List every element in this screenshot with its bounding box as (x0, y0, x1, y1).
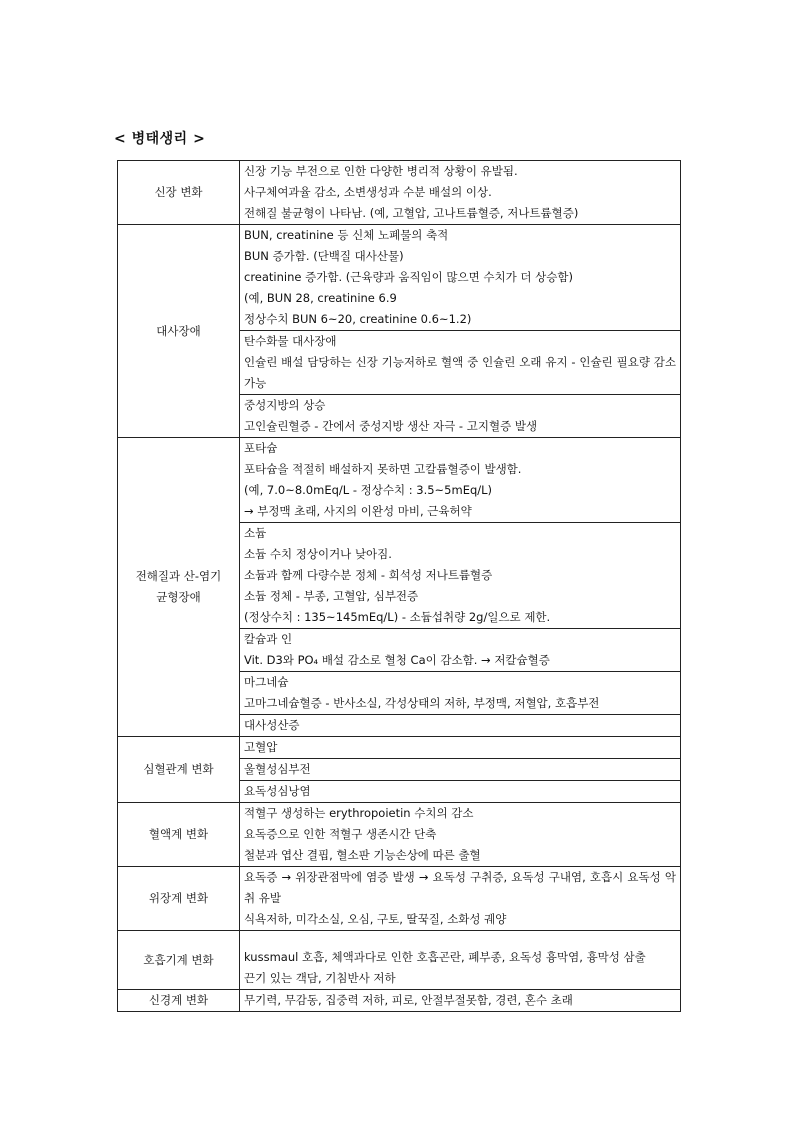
category-label: 호흡기계 변화 (143, 952, 214, 967)
category-cell (118, 438, 240, 737)
table-row (118, 161, 681, 225)
cell-line: 칼슘과 인 (244, 632, 293, 646)
category-cell (118, 737, 240, 803)
cell-line: (예, 7.0~8.0mEq/L - 정상수치 : 3.5~5mEq/L) (244, 483, 493, 497)
cell-line: 마그네슘 (244, 675, 289, 689)
category-label: 전해질과 산-염기 (135, 569, 222, 583)
content-cell (240, 931, 681, 990)
cell-line: → 부정맥 초래, 사지의 이완성 마비, 근육허약 (244, 504, 472, 518)
cell-line: 끈기 있는 객담, 기침반사 저하 (244, 971, 396, 985)
cell-line: 고마그네슘혈증 - 반사소실, 각성상태의 저하, 부정맥, 저혈압, 호흡부전 (244, 696, 600, 710)
content-cell (240, 781, 681, 803)
cell-line: 소듐과 함께 다량수분 정체 - 희석성 저나트륨혈증 (244, 568, 493, 582)
table-body (118, 161, 681, 1012)
cell-line: 소듐 (244, 526, 267, 540)
content-cell (240, 629, 681, 672)
cell-line: BUN, creatinine 등 신체 노폐물의 축적 (244, 228, 449, 242)
category-cell (118, 867, 240, 931)
table-row (118, 737, 681, 759)
pathophysiology-table (117, 160, 681, 1012)
cell-line: 탄수화물 대사장애 (244, 334, 337, 348)
cell-line: 포타슘 (244, 441, 278, 455)
category-label: 균형장애 (156, 590, 201, 604)
cell-line: 울혈성심부전 (244, 762, 311, 776)
cell-line: creatinine 증가함. (근육량과 움직임이 많으면 수치가 더 상승함) (244, 270, 573, 284)
table-row (118, 931, 681, 990)
category-cell (118, 803, 240, 867)
page-title: < 병태생리 > (114, 131, 206, 147)
cell-line: 철분과 엽산 결핍, 혈소판 기능손상에 따른 출혈 (244, 848, 481, 862)
cell-line: 소듐 정체 - 부종, 고혈압, 심부전증 (244, 589, 419, 603)
cell-line: 요독증으로 인한 적혈구 생존시간 단축 (244, 827, 437, 841)
cell-line: 고인슐린혈증 - 간에서 중성지방 생산 자극 - 고지혈증 발생 (244, 419, 538, 433)
category-label: 위장계 변화 (148, 891, 209, 905)
cell-line: 적혈구 생성하는 erythropoietin 수치의 감소 (244, 806, 474, 820)
cell-line: 식욕저하, 미각소실, 오심, 구토, 딸꾹질, 소화성 궤양 (244, 912, 507, 926)
table-row (118, 867, 681, 931)
cell-line: 고혈압 (244, 740, 278, 754)
content-cell (240, 672, 681, 715)
cell-line: 무기력, 무감동, 집중력 저하, 피로, 안절부절못함, 경련, 혼수 초래 (244, 993, 573, 1007)
category-label: 신장 변화 (154, 185, 203, 199)
table-row (118, 438, 681, 523)
category-cell (118, 161, 240, 225)
table-row (118, 803, 681, 867)
content-cell (240, 225, 681, 331)
category-label: 심혈관계 변화 (143, 762, 214, 776)
category-label: 대사장애 (156, 323, 201, 338)
category-label: 혈액계 변화 (148, 827, 209, 841)
content-cell (240, 331, 681, 395)
cell-line: (예, BUN 28, creatinine 6.9 (244, 291, 397, 305)
cell-line: Vit. D3와 PO₄ 배설 감소로 혈청 Ca이 감소함. → 저칼슘혈증 (244, 653, 550, 667)
cell-line: 요독증 → 위장관점막에 염증 발생 → 요독성 구취증, 요독성 구내염, 호흡시 요독성 악취 유발 (244, 870, 676, 905)
cell-line: 요독성심낭염 (244, 784, 311, 798)
cell-line: 신장 기능 부전으로 인한 다양한 병리적 상황이 유발됨. (244, 164, 518, 178)
category-cell (118, 931, 240, 990)
content-cell (240, 715, 681, 737)
content-cell (240, 523, 681, 629)
content-cell (240, 161, 681, 225)
content-cell (240, 395, 681, 438)
cell-line: (정상수치 : 135~145mEq/L) - 소듐섭취량 2g/일으로 제한. (244, 610, 551, 624)
table-row (118, 225, 681, 331)
content-cell (240, 867, 681, 931)
content-cell (240, 990, 681, 1012)
cell-line: 전해질 불균형이 나타남. (예, 고혈압, 고나트륨혈증, 저나트륨혈증) (244, 206, 579, 220)
category-label: 신경계 변화 (148, 993, 209, 1007)
cell-line: 대사성산증 (244, 718, 300, 732)
cell-line: 인슐린 배설 담당하는 신장 기능저하로 혈액 중 인슐린 오래 유지 - 인슐린 필요량 감소 가능 (244, 355, 676, 390)
table-row (118, 990, 681, 1012)
cell-line: 사구체여과율 감소, 소변생성과 수분 배설의 이상. (244, 185, 492, 199)
content-cell (240, 737, 681, 759)
cell-line: 중성지방의 상승 (244, 398, 326, 412)
cell-line: kussmaul 호흡, 체액과다로 인한 호흡곤란, 폐부종, 요독성 흉막염, 흉막성 삼출 (244, 950, 646, 964)
content-cell (240, 759, 681, 781)
cell-line: 소듐 수치 정상이거나 낮아짐. (244, 547, 392, 561)
category-cell (118, 225, 240, 438)
cell-line: 포타슘을 적절히 배설하지 못하면 고칼륨혈증이 발생함. (244, 462, 522, 476)
cell-line: BUN 증가함. (단백질 대사산물) (244, 249, 404, 263)
cell-line: 정상수치 BUN 6~20, creatinine 0.6~1.2) (244, 312, 472, 326)
content-cell (240, 438, 681, 523)
category-cell (118, 990, 240, 1012)
content-cell (240, 803, 681, 867)
